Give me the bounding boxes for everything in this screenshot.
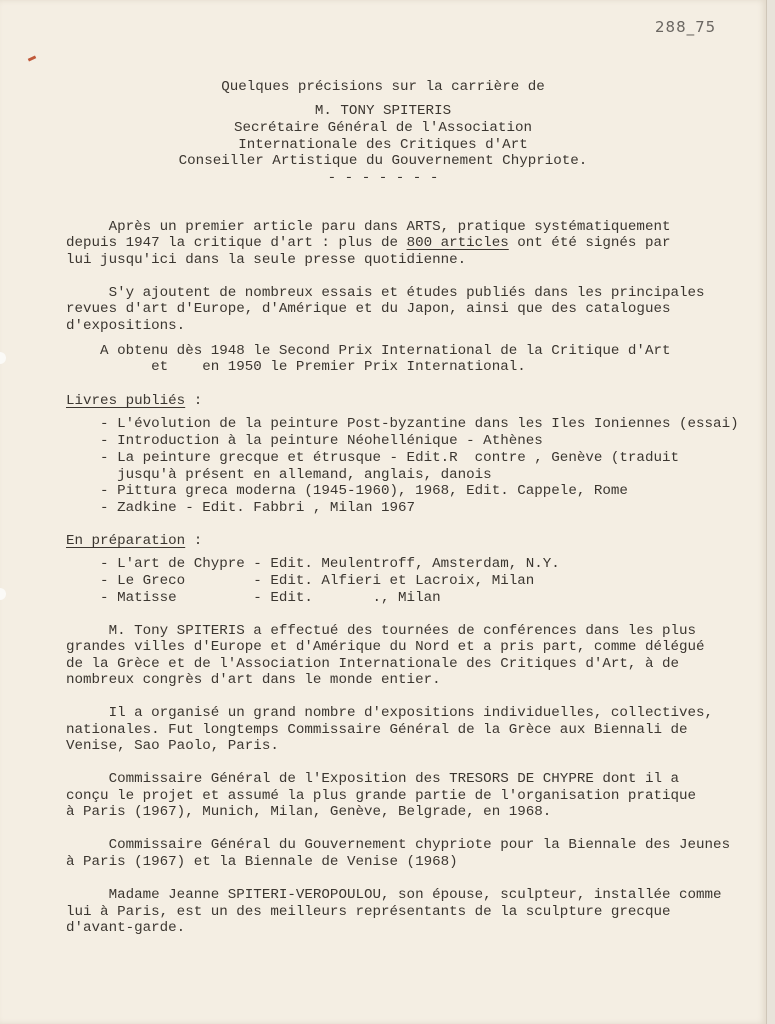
text: depuis 1947 la critique d'art : plus de [66,235,407,251]
book-item: - Pittura greca moderna (1945-1960), 1968, Edit. Cappele, Rome [66,483,628,499]
book-item: - Zadkine - Edit. Fabbri , Milan 1967 [66,500,416,516]
pen-mark [28,55,37,61]
paragraph-line: Madame Jeanne SPITERI-VEROPOULOU, son épouse, sculpteur, installée comme [66,887,722,903]
text: ont été signés par [508,235,671,251]
header-title: Secrétaire Général de l'Association [234,120,532,136]
book-item: - Introduction à la peinture Néohellénique - Athènes [66,433,543,449]
preparation-item: - Matisse - Edit. ., Milan [66,590,441,606]
book-item: - La peinture grecque et étrusque - Edit.R contre , Genève (traduit [66,450,679,466]
paragraph-line: revues d'art d'Europe, d'Amérique et du Japon, ainsi que des catalogues [66,301,671,317]
preparation-heading [66,533,202,550]
header-name: M. TONY SPITERIS [314,103,452,119]
paragraph-line: nombreux congrès d'art dans le monde entier. [66,672,441,688]
colon: : [185,393,203,409]
reference-number: 288_75 [655,18,717,36]
heading-text: Livres publiés [66,393,186,409]
header-title: Conseiller Artistique du Gouvernement Chypriote. [178,153,588,169]
paragraph-line: d'avant-garde. [66,920,186,936]
paragraph-line: M. Tony SPITERIS a effectué des tournées de conférences dans les plus [66,623,697,639]
paragraph-line: nationales. Fut longtemps Commissaire Général de la Grèce aux Biennali de [66,722,688,738]
header-intro: Quelques précisions sur la carrière de [221,79,545,95]
paragraph-line: Il a organisé un grand nombre d'expositions individuelles, collectives, [66,705,714,721]
paragraph-line: de la Grèce et de l'Association Internationale des Critiques d'Art, à de [66,656,679,672]
book-item: - L'évolution de la peinture Post-byzantine dans les Iles Ioniennes (essai) [66,416,739,432]
paragraph-line [66,235,671,252]
preparation-item: - Le Greco - Edit. Alfieri et Lacroix, Milan [66,573,535,589]
paragraph-line: Venise, Sao Paolo, Paris. [66,738,279,754]
books-heading [66,393,202,410]
punch-hole [0,588,6,600]
paragraph-line: à Paris (1967), Munich, Milan, Genève, Belgrade, en 1968. [66,804,552,820]
preparation-item: - L'art de Chypre - Edit. Meulentroff, Amsterdam, N.Y. [66,556,560,572]
page-edge [766,0,775,1024]
paragraph-line: Après un premier article paru dans ARTS, pratique systématiquement [66,219,671,235]
paragraph-line: d'expositions. [66,318,186,334]
paragraph-line: conçu le projet et assumé la plus grande partie de l'organisation pratique [66,788,697,804]
article-count: 800 articles [406,235,509,251]
paragraph-line: Commissaire Général de l'Exposition des TRESORS DE CHYPRE dont il a [66,771,679,787]
header-divider: - - - - - - - [327,170,439,186]
paragraph-line: grandes villes d'Europe et d'Amérique du Nord et a pris part, comme délégué [66,639,705,655]
paragraph-line: Commissaire Général du Gouvernement chypriote pour la Biennale des Jeunes [66,837,731,853]
punch-hole [0,352,6,364]
heading-text: En préparation [66,533,186,549]
header-title: Internationale des Critiques d'Art [238,137,528,153]
colon: : [185,533,203,549]
book-item: jusqu'à présent en allemand, anglais, danois [66,467,492,483]
paragraph-line: à Paris (1967) et la Biennale de Venise (1968) [66,854,458,870]
paragraph-line: lui jusqu'ici dans la seule presse quotidienne. [66,252,467,268]
paragraph-line: lui à Paris, est un des meilleurs représentants de la sculpture grecque [66,904,671,920]
paragraph-line: A obtenu dès 1948 le Second Prix International de la Critique d'Art [66,343,671,359]
paragraph-line: et en 1950 le Premier Prix International. [66,359,526,375]
paragraph-line: S'y ajoutent de nombreux essais et études publiés dans les principales [66,285,705,301]
